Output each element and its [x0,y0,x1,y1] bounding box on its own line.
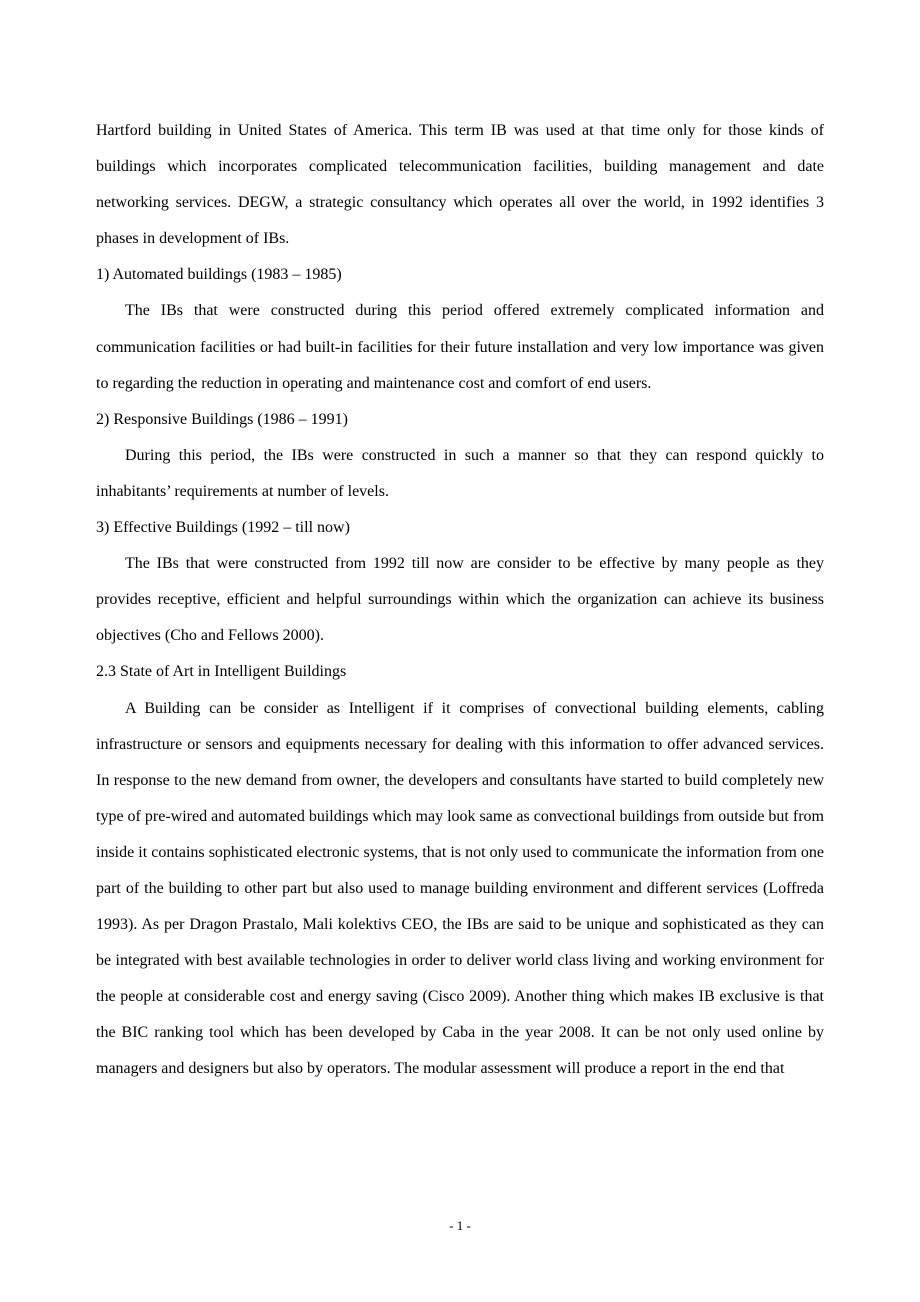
paragraph-automated-buildings: The IBs that were constructed during this period offered extremely complicated information and communication facilities or had built-in facilities for their future installation and very low importance was given to regarding the reduction in operating and maintenance cost and comfort of end users. [96,302,824,392]
paragraph-responsive-buildings: During this period, the IBs were constructed in such a manner so that they can respond quickly to inhabitants’ requirements at number of levels. [96,446,824,500]
section-heading-state-of-art: 2.3 State of Art in Intelligent Buildings [96,663,347,681]
heading-automated-buildings: 1) Automated buildings (1983 – 1985) [96,266,342,284]
document-body [96,113,824,1088]
paragraph-state-of-art: A Building can be consider as Intelligent if it comprises of convectional building elements, cabling infrastructure or sensors and equipments necessary for dealing with this information to offer advanced services. In response to the new demand from owner, the developers and consultants have started to build completely new type of pre-wired and automated buildings which may look same as convectional buildings from outside but from inside it contains sophisticated electronic systems, that is not only used to communicate the information from one part of the building to other part but also used to manage building environment and different services (Loffreda 1993). As per Dragon Prastalo, Mali kolektivs CEO, the IBs are said to be unique and sophisticated as they can be integrated with best available technologies in order to deliver world class living and working environment for the people at considerable cost and energy saving (Cisco 2009). Another thing which makes IB exclusive is that the BIC ranking tool which has been developed by Caba in the year 2008. It can be not only used online by managers and designers but also by operators. The modular assessment will produce a report in the end that [96,699,824,1078]
paragraph-intro: Hartford building in United States of America. This term IB was used at that time only for those kinds of buildings which incorporates complicated telecommunication facilities, building management and date networking services. DEGW, a strategic consultancy which operates all over the world, in 1992 identifies 3 phases in development of IBs. [96,122,824,248]
heading-effective-buildings: 3) Effective Buildings (1992 – till now) [96,519,350,537]
heading-responsive-buildings: 2) Responsive Buildings (1986 – 1991) [96,410,348,428]
paragraph-effective-buildings: The IBs that were constructed from 1992 till now are consider to be effective by many people as they provides receptive, efficient and helpful surroundings within which the organization can achieve its business objectives (Cho and Fellows 2000). [96,555,824,645]
page-number: - 1 - [449,1218,471,1233]
